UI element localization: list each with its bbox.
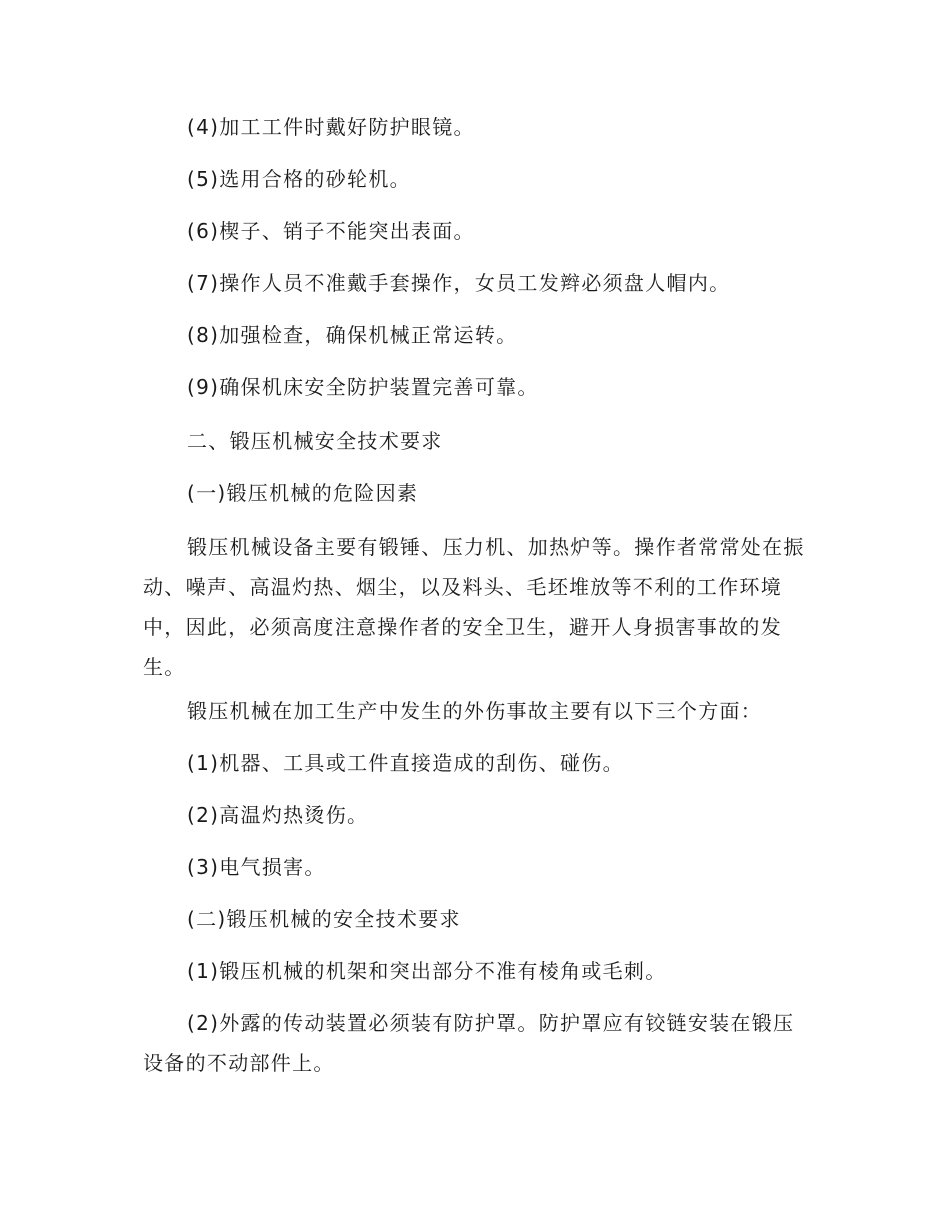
body-paragraph-hazards: 锻压机械设备主要有锻锤、压力机、加热炉等。操作者常常处在振动、噪声、高温灼热、烟尘，以及料头、毛坯堆放等不利的工作环境中，因此，必须高度注意操作者的安全卫生，避开人身损害事故的发生。	[143, 535, 805, 679]
list-item-9: (9)确保机床安全防护装置完善可靠。	[187, 375, 539, 399]
section-heading-2: 二、锻压机械安全技术要求	[187, 429, 443, 453]
subsection-heading-2: (二)锻压机械的安全技术要求	[187, 907, 461, 931]
list-item-8: (8)加强检查，确保机械正常运转。	[187, 323, 518, 347]
list-item-4: (4)加工工件时戴好防护眼镜。	[187, 115, 475, 139]
requirement-item-2: (2)外露的传动装置必须装有防护罩。防护罩应有铰链安装在锻压设备的不动部件上。	[143, 1011, 795, 1075]
injury-item-1: (1)机器、工具或工件直接造成的刮伤、碰伤。	[187, 751, 624, 775]
list-item-6: (6)楔子、销子不能突出表面。	[187, 219, 475, 243]
requirement-item-1: (1)锻压机械的机架和突出部分不准有棱角或毛刺。	[187, 959, 667, 983]
list-item-5: (5)选用合格的砂轮机。	[187, 167, 411, 191]
injury-item-3: (3)电气损害。	[187, 855, 326, 879]
list-item-7: (7)操作人员不准戴手套操作，女员工发辫必须盘人帽内。	[187, 271, 731, 295]
subsection-heading-1: (一)锻压机械的危险因素	[187, 481, 419, 505]
body-paragraph-injuries-intro: 锻压机械在加工生产中发生的外伤事故主要有以下三个方面：	[187, 699, 763, 723]
injury-item-2: (2)高温灼热烫伤。	[187, 803, 369, 827]
